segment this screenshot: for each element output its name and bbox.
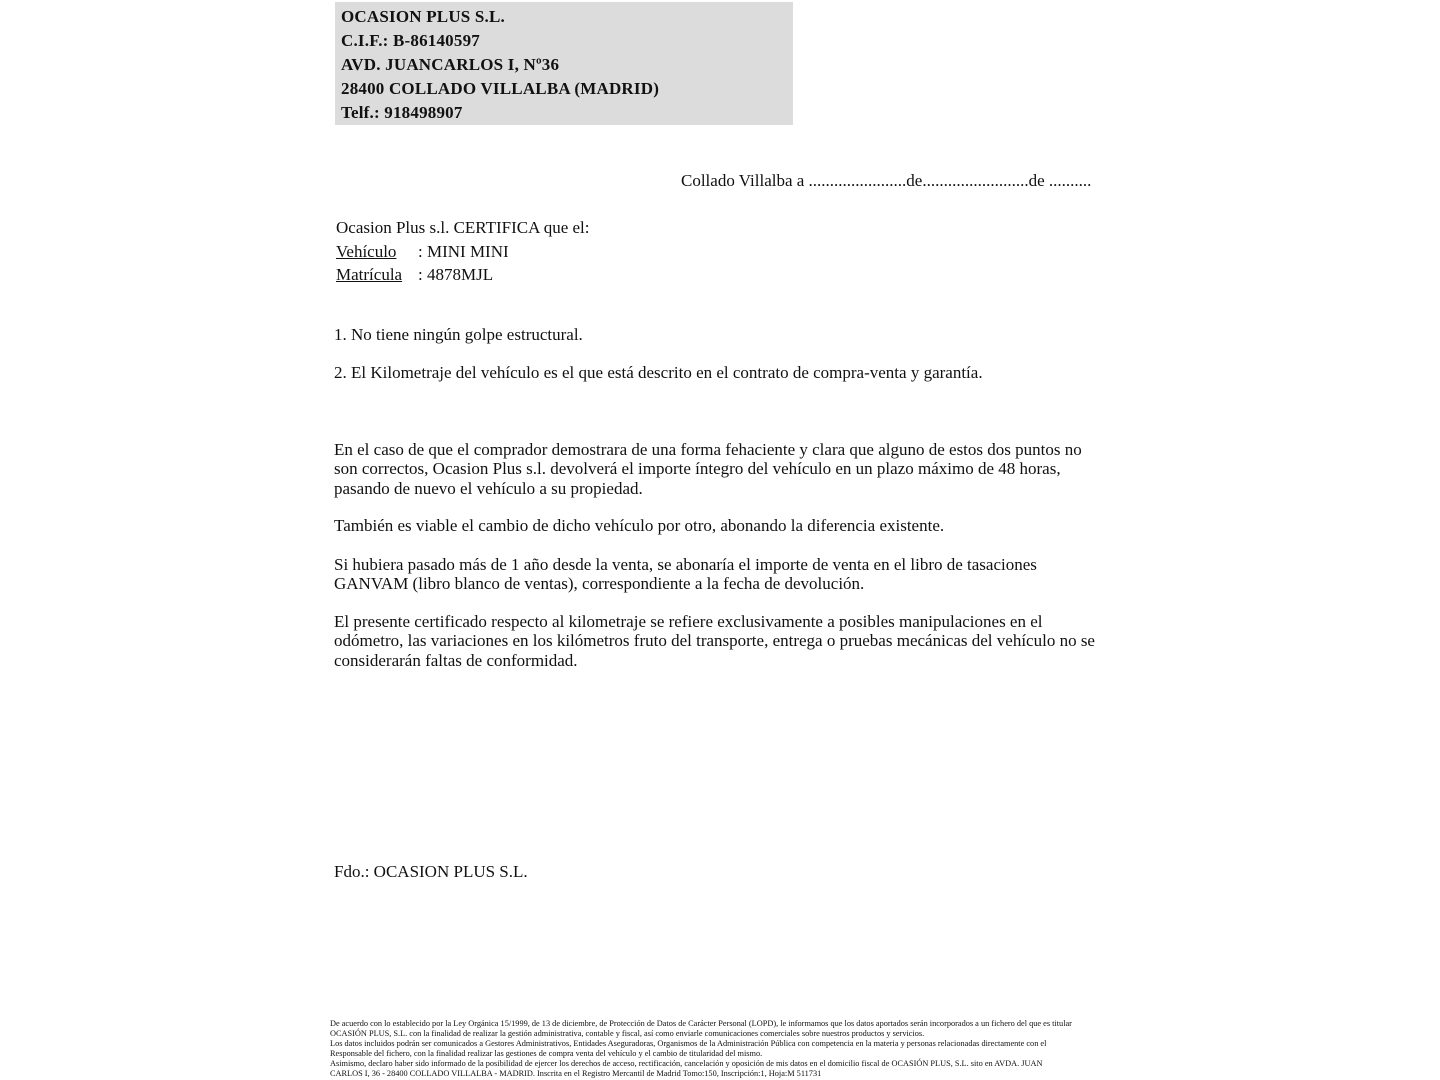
- certificate-intro: Ocasion Plus s.l. CERTIFICA que el:: [336, 218, 590, 237]
- point-2: 2. El Kilometraje del vehículo es el que está descrito en el contrato de compra-venta y garantía.: [334, 363, 983, 382]
- company-address: AVD. JUANCARLOS I, Nº36: [341, 55, 560, 74]
- company-name: OCASION PLUS S.L.: [341, 7, 505, 26]
- paragraph-refund: En el caso de que el comprador demostrara de una forma fehaciente y clara que alguno de estos dos puntos no son correctos, Ocasion Plus s.l. devolverá el importe íntegro del vehículo en un plazo máximo de 48 horas, pasando de nuevo el vehículo a su propiedad.: [334, 440, 1082, 498]
- point-1: 1. No tiene ningún golpe estructural.: [334, 325, 583, 344]
- company-phone: Telf.: 918498907: [341, 103, 463, 122]
- legal-footer-line: OCASIÓN PLUS, S.L. con la finalidad de realizar la gestión administrativa, contable y fiscal, así como enviarle comunicaciones comerciales sobre nuestros productos y servicios.: [330, 1028, 925, 1038]
- company-header-box: [335, 2, 793, 125]
- legal-footer-line: CARLOS I, 36 - 28400 COLLADO VILLALBA - MADRID. Inscrita en el Registro Mercantil de Madrid Tomo:150, Inscripción:1, Hoja:M 511731: [330, 1068, 822, 1078]
- signature-line: Fdo.: OCASION PLUS S.L.: [334, 862, 528, 881]
- legal-footer: [330, 1019, 1072, 1078]
- legal-footer-line: Responsable del fichero, con la finalidad realizar las gestiones de compra venta del vehículo y el cambio de titularidad del mismo.: [330, 1048, 763, 1058]
- plate-row: [336, 263, 590, 287]
- plate-label: Matrícula: [336, 265, 403, 285]
- company-cif: C.I.F.: B-86140597: [341, 31, 480, 50]
- vehicle-value: : MINI MINI: [418, 241, 509, 261]
- paragraph-ganvam: Si hubiera pasado más de 1 año desde la venta, se abonaría el importe de venta en el libro de tasaciones GANVAM (libro blanco de ventas), correspondiente a la fecha de devolución.: [334, 555, 1037, 594]
- legal-footer-line: De acuerdo con lo establecido por la Ley Orgánica 15/1999, de 13 de diciembre, de Protección de Datos de Carácter Personal (LOPD), le informamos que los datos aportados serán incorporados a un fichero del que es titular: [330, 1019, 1072, 1028]
- legal-footer-line: Asimismo, declaro haber sido informado de la posibilidad de ejercer los derechos de acceso, rectificación, cancelación y oposición de mis datos en el domicilio fiscal de OCASIÓN PLUS, S.L. sito en AVDA. JUAN: [330, 1058, 1043, 1068]
- certificate-block: [336, 216, 590, 287]
- legal-footer-line: Los datos incluidos podrán ser comunicados a Gestores Administrativos, Entidades Aseguradoras, Organismos de la Administración Pública con competencia en la materia y personas relacionadas directamente con el: [330, 1038, 1047, 1048]
- paragraph-exchange: También es viable el cambio de dicho vehículo por otro, abonando la diferencia existente.: [334, 516, 945, 535]
- vehicle-label: Vehículo: [336, 241, 397, 261]
- paragraph-odometer: El presente certificado respecto al kilometraje se refiere exclusivamente a posibles manipulaciones en el odómetro, las variaciones en los kilómetros fruto del transporte, entrega o pruebas mecánicas del vehículo no se considerarán faltas de conformidad.: [334, 612, 1095, 670]
- company-city: 28400 COLLADO VILLALBA (MADRID): [341, 79, 660, 98]
- date-line: Collado Villalba a .......................de.........................de ..........: [681, 171, 1092, 190]
- plate-value: : 4878MJL: [418, 265, 494, 285]
- vehicle-row: [336, 240, 590, 264]
